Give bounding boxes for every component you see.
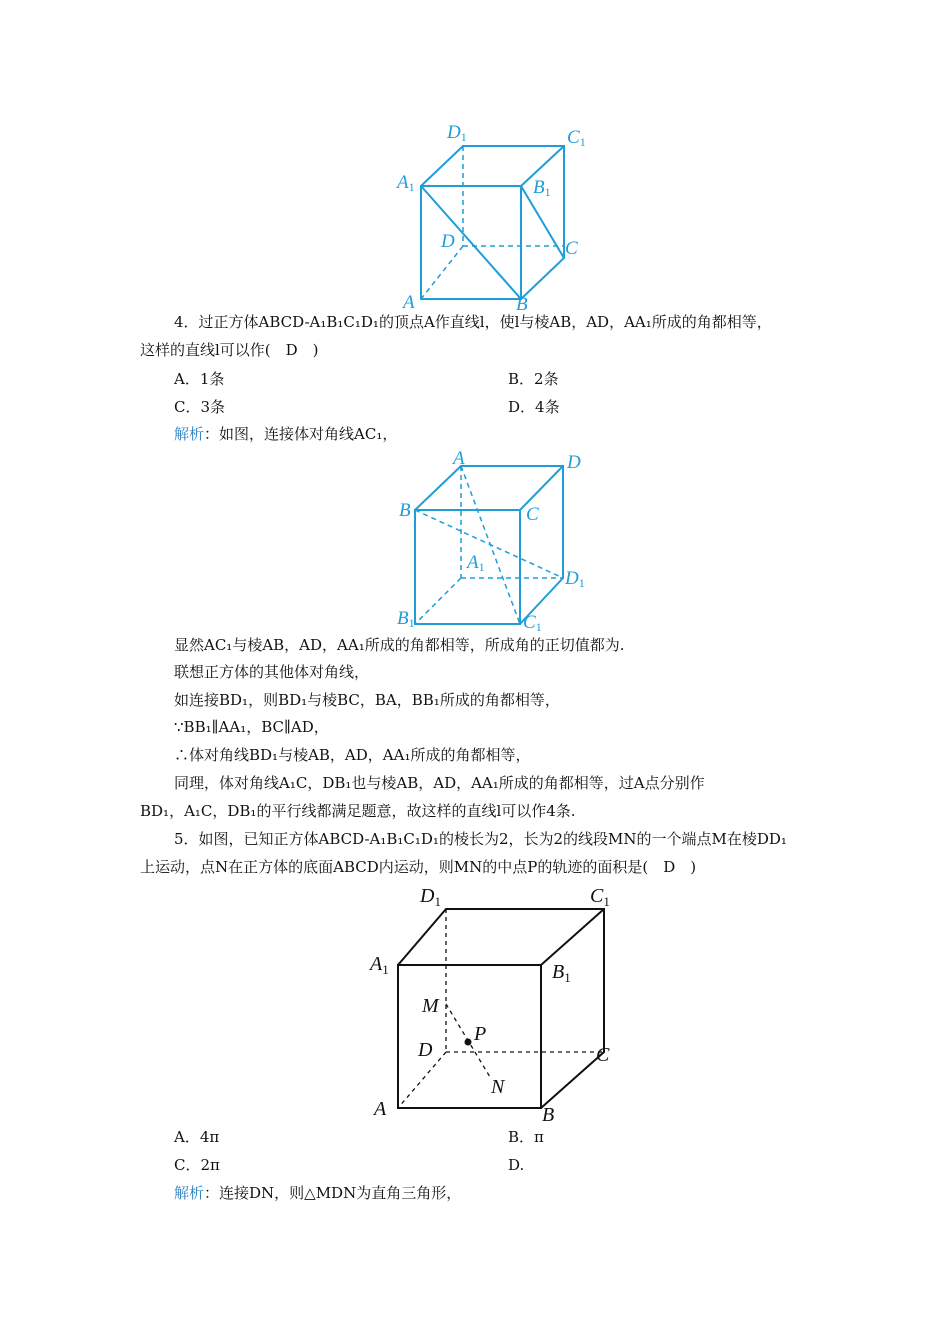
q5-stem-line2: 上运动，点N在正方体的底面ABCD内运动，则MN的中点P的轨迹的面积是( D ): [140, 858, 697, 876]
cube3-edge-B1C1: [541, 909, 604, 965]
q4-stem-line2: 这样的直线l可以作( D ): [140, 341, 319, 359]
label-A1: A1: [397, 172, 415, 194]
label3-B: B: [542, 1104, 555, 1124]
cube2-hidden-A1B1: [415, 578, 461, 624]
cube2-diagonal-BD1: [415, 510, 563, 578]
cube1-hidden-DA: [421, 246, 463, 299]
label-C: C: [565, 238, 578, 259]
jiexi-text: ：连接DN，则△MDN为直角三角形，: [204, 1184, 462, 1202]
jiexi-label: 解析: [174, 1184, 205, 1202]
q4-solution-line2: 联想正方体的其他体对角线，: [174, 663, 370, 681]
q5-stem-line1: 5．如图，已知正方体ABCD-A₁B₁C₁D₁的棱长为2，长为2的线段MN的一个端点M在棱DD₁: [174, 830, 787, 848]
label3-A: A: [374, 1098, 387, 1120]
q4-option-c: C．3条: [174, 398, 226, 416]
jiexi-text: ：如图，连接体对角线AC₁，: [204, 425, 398, 443]
q4-stem-line1: 4．过正方体ABCD-A₁B₁C₁D₁的顶点A作直线l，使l与棱AB，AD，AA₁所成的角都相等，: [174, 313, 772, 331]
q5-option-b: B．π: [508, 1128, 544, 1146]
label3-P: P: [474, 1023, 487, 1045]
label2-B1: B1: [397, 608, 415, 630]
cube-figure-2: [395, 450, 595, 635]
q5-option-d: D.: [508, 1156, 525, 1174]
q4-solution-line4: ∵BB₁∥AA₁，BC∥AD，: [174, 718, 329, 736]
jiexi-label: 解析: [174, 425, 205, 443]
q5-option-c: C．2π: [174, 1156, 220, 1174]
label2-D1: D1: [565, 568, 585, 590]
point-P: [465, 1039, 472, 1046]
q4-solution-line6: 同理，体对角线A₁C，DB₁也与棱AB，AD，AA₁所成的角都相等，过A点分别作: [174, 774, 705, 792]
label3-M: M: [422, 995, 439, 1017]
label3-D: D: [418, 1039, 433, 1061]
label-B: B: [516, 294, 528, 314]
label3-D1: $D_1$: [420, 885, 441, 909]
label-A: A: [403, 292, 415, 313]
cube3-front-face: [398, 965, 541, 1108]
q5-jiexi: [174, 1183, 461, 1203]
q4-option-a: A．1条: [174, 370, 225, 388]
label2-B: B: [399, 500, 411, 521]
label2-D: D: [567, 452, 581, 473]
label3-C: C: [596, 1044, 610, 1066]
cube1-diagonal-A1B: [421, 186, 521, 299]
q4-option-d: D．4条: [508, 398, 560, 416]
q5-option-a: A．4π: [174, 1128, 220, 1146]
label-C1: C1: [567, 127, 586, 149]
label2-C1: C1: [523, 612, 542, 634]
cube-figure-1: [395, 118, 595, 314]
q4-option-b: B．2条: [508, 370, 559, 388]
label3-N: N: [491, 1076, 505, 1098]
label2-C: C: [526, 504, 539, 525]
q4-solution-line1: 显然AC₁与棱AB，AD，AA₁所成的角都相等，所成角的正切值都为.: [174, 636, 625, 654]
label3-B1: $B_1$: [552, 961, 571, 985]
q4-solution-line3: 如连接BD₁，则BD₁与棱BC，BA，BB₁所成的角都相等，: [174, 691, 560, 709]
label2-A: A: [453, 450, 465, 469]
label3-C1: $C_1$: [590, 885, 610, 909]
label2-A1: A1: [467, 552, 485, 574]
q4-solution-line5: ∴体对角线BD₁与棱AB，AD，AA₁所成的角都相等，: [174, 746, 531, 764]
label-D1: D1: [447, 122, 467, 144]
label-D: D: [441, 231, 455, 252]
q4-solution-line7: BD₁，A₁C，DB₁的平行线都满足题意，故这样的直线l可以作4条.: [140, 802, 576, 820]
label-B1: B1: [533, 177, 551, 199]
cube-figure-3: [368, 880, 618, 1124]
q4-jiexi: [174, 424, 397, 444]
label3-A1: $A_1$: [370, 953, 389, 977]
